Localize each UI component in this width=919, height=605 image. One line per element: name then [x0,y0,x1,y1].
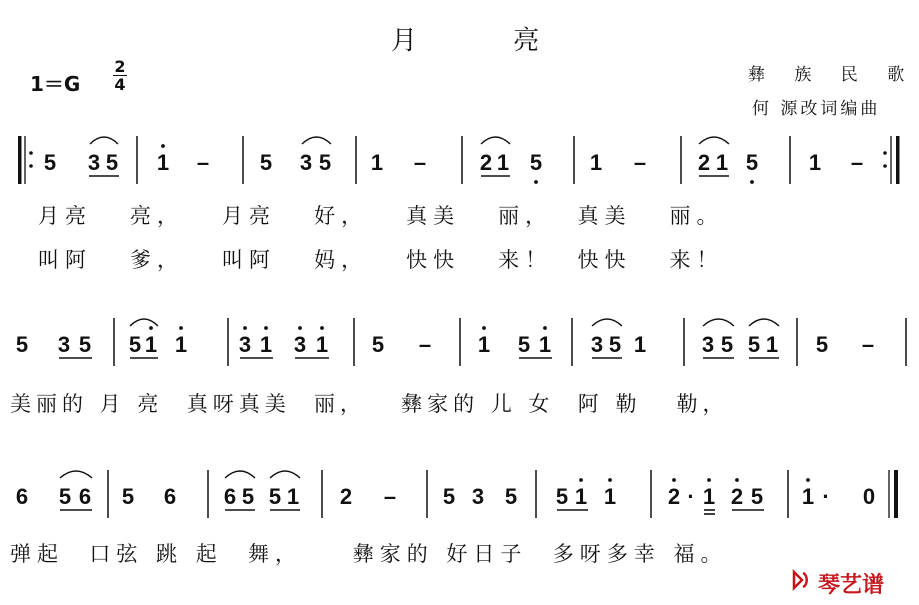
note-6: 6 [163,484,177,509]
song-title: 月 亮 [391,26,584,56]
note-2: 2 [339,484,353,509]
dash: – [413,150,427,175]
note-3: 3 [590,332,604,357]
octave-dot-above [806,478,810,482]
lyric-line-2: 叫阿 爹， 叫阿 妈， 快快 来！ 快快 来！ [38,248,724,272]
lyric-line-4: 弹起 口弦 跳 起 舞， 彝家的 好日子 多呀多幸 福。 [10,542,728,566]
augmentation-dot: · [687,484,695,509]
note-5: 5 [241,484,255,509]
note-6: 6 [78,484,92,509]
note-5: 5 [750,484,764,509]
note-1: 1 [315,332,329,357]
octave-dot-above [179,326,183,330]
slur [60,471,92,478]
note-5: 5 [747,332,761,357]
octave-dot-above [482,326,486,330]
note-5: 5 [121,484,135,509]
note-2: 2 [667,484,681,509]
octave-dot-above [243,326,247,330]
octave-dot-below [534,180,538,184]
note-3: 3 [471,484,485,509]
note-5: 5 [105,150,119,175]
slur [749,319,779,326]
note-1: 1 [144,332,158,357]
note-3: 3 [299,150,313,175]
note-1: 1 [702,484,716,509]
octave-dot-above [264,326,268,330]
repeat-dot [883,164,887,168]
note-1: 1 [477,332,491,357]
octave-dot-above [735,478,739,482]
lyric-line-1: 月亮 亮， 月亮 好， 真美 丽， 真美 丽。 [38,204,724,228]
note-1: 1 [259,332,273,357]
lyric-line-3: 美丽的 月 亮 真呀真美 丽， 彝家的 儿 女 阿 勒 勒， [10,392,729,416]
dash: – [850,150,864,175]
octave-dot-above [579,478,583,482]
octave-dot-above [149,326,153,330]
slur [90,137,118,144]
note-1: 1 [370,150,384,175]
note-1: 1 [603,484,617,509]
augmentation-dot: · [822,484,830,509]
note-5: 5 [555,484,569,509]
note-5: 5 [745,150,759,175]
note-3: 3 [238,332,252,357]
note-1: 1 [538,332,552,357]
note-5: 5 [371,332,385,357]
note-0: 0 [862,484,876,509]
note-2: 2 [697,150,711,175]
key-signature: 1＝G [30,72,81,96]
dash: – [861,332,875,357]
note-5: 5 [442,484,456,509]
repeat-dot [29,164,33,168]
note-5: 5 [58,484,72,509]
octave-dot-below [750,180,754,184]
octave-dot-above [161,144,165,148]
note-5: 5 [43,150,57,175]
note-1: 1 [496,150,510,175]
note-5: 5 [517,332,531,357]
dash: – [383,484,397,509]
watermark-logo [790,568,884,599]
slur [302,137,331,144]
slur [592,319,622,326]
slur [699,137,729,144]
note-3: 3 [57,332,71,357]
dash: – [418,332,432,357]
final-bar-thick [894,470,898,518]
note-5: 5 [78,332,92,357]
slur [270,471,300,478]
meter-top: 2 [114,57,126,76]
credit-origin: 彝 族 民 歌 [748,65,917,85]
repeat-dot [883,151,887,155]
meter-bottom: 4 [114,75,126,94]
logo-text: 琴艺谱 [818,573,885,598]
slur [481,137,510,144]
note-6: 6 [223,484,237,509]
note-1: 1 [715,150,729,175]
note-1: 1 [633,332,647,357]
octave-dot-above [707,478,711,482]
note-1: 1 [286,484,300,509]
repeat-dot [29,151,33,155]
note-5: 5 [529,150,543,175]
note-3: 3 [87,150,101,175]
note-1: 1 [174,332,188,357]
octave-dot-above [543,326,547,330]
note-1: 1 [808,150,822,175]
repeat-end-thick [896,136,900,184]
slur [703,319,734,326]
octave-dot-above [608,478,612,482]
note-5: 5 [268,484,282,509]
note-1: 1 [765,332,779,357]
octave-dot-above [298,326,302,330]
note-3: 3 [293,332,307,357]
logo-icon [790,568,814,598]
note-2: 2 [479,150,493,175]
note-5: 5 [608,332,622,357]
note-5: 5 [128,332,142,357]
slur [130,319,158,326]
credit-arranger: 何 源改词编曲 [752,99,881,119]
note-1: 1 [156,150,170,175]
note-5: 5 [259,150,273,175]
note-5: 5 [720,332,734,357]
note-5: 5 [504,484,518,509]
note-5: 5 [318,150,332,175]
dash: – [633,150,647,175]
note-5: 5 [815,332,829,357]
octave-dot-above [320,326,324,330]
note-3: 3 [701,332,715,357]
note-1: 1 [589,150,603,175]
note-5: 5 [15,332,29,357]
note-6: 6 [15,484,29,509]
octave-dot-above [672,478,676,482]
repeat-start-thick [18,136,22,184]
slur [225,471,255,478]
note-1: 1 [801,484,815,509]
note-2: 2 [730,484,744,509]
note-1: 1 [574,484,588,509]
dash: – [196,150,210,175]
